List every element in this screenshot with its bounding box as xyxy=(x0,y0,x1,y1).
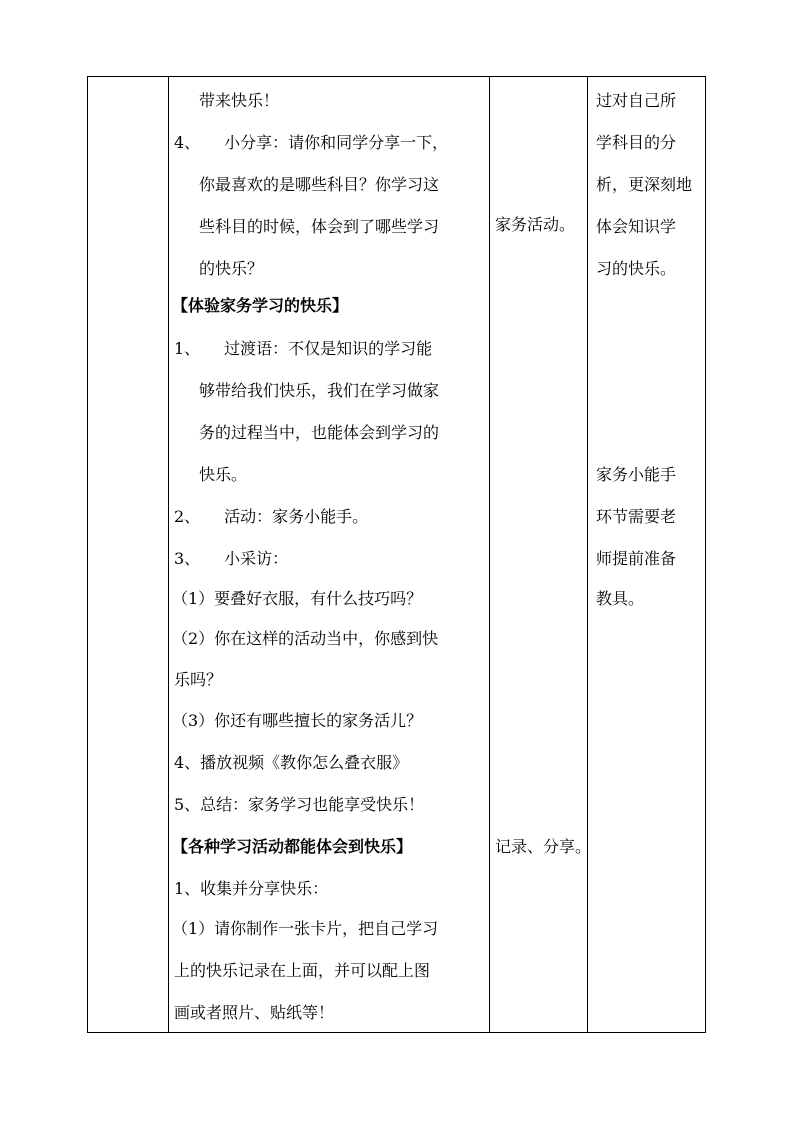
content-line: 够带给我们快乐，我们在学习做家 xyxy=(199,381,440,400)
content-line: 1、 过渡语：不仅是知识的学习能 xyxy=(174,339,433,358)
content-line: 4、播放视频《教你怎么叠衣服》 xyxy=(174,753,409,772)
design-note-line: 家务小能手 xyxy=(596,465,677,484)
design-note-line: 习的快乐。 xyxy=(596,259,677,278)
design-note-line: 师提前准备 xyxy=(596,549,677,568)
empty-first-column xyxy=(88,77,168,1032)
design-note-line: 体会知识学 xyxy=(596,217,677,236)
section-heading: 【体验家务学习的快乐】 xyxy=(172,296,349,315)
section-heading: 【各种学习活动都能体会到快乐】 xyxy=(172,837,413,856)
content-line: 1、收集并分享快乐： xyxy=(174,879,329,898)
design-note-line: 过对自己所 xyxy=(596,91,677,110)
content-line: 些科目的时候，体会到了哪些学习 xyxy=(199,217,440,236)
design-note-line: 析，更深刻地 xyxy=(596,175,693,194)
content-line: 乐吗？ xyxy=(174,670,223,689)
content-line: 快乐。 xyxy=(199,465,248,484)
design-note-line: 教具。 xyxy=(596,589,645,608)
design-intent-column xyxy=(588,77,706,1032)
student-activity-column xyxy=(490,77,592,1032)
content-line: （1）要叠好衣服，有什么技巧吗？ xyxy=(172,589,423,608)
content-line: （3）你还有哪些擅长的家务活儿？ xyxy=(172,711,423,730)
content-line: 5、总结：家务学习也能享受快乐！ xyxy=(174,795,425,814)
content-line: 3、 小采访： xyxy=(174,549,289,568)
content-line: 你最喜欢的是哪些科目？你学习这 xyxy=(199,175,440,194)
student-activity-text: 记录、分享。 xyxy=(495,837,592,856)
design-note-line: 学科目的分 xyxy=(596,133,677,152)
content-line: 的快乐？ xyxy=(199,259,264,278)
content-line: 2、 活动：家务小能手。 xyxy=(174,507,369,526)
teaching-content-column xyxy=(169,77,489,1032)
design-note-line: 环节需要老 xyxy=(596,507,677,526)
content-line: 带来快乐！ xyxy=(199,91,280,110)
content-line: （2）你在这样的活动当中，你感到快 xyxy=(172,629,439,648)
content-line: 务的过程当中，也能体会到学习的 xyxy=(199,423,440,442)
content-line: 上的快乐记录在上面，并可以配上图 xyxy=(174,961,431,980)
content-line: 画或者照片、贴纸等！ xyxy=(174,1003,335,1022)
content-line: 4、 小分享：请你和同学分享一下， xyxy=(174,133,449,152)
lesson-plan-table xyxy=(87,76,706,1033)
content-line: （1）请你制作一张卡片，把自己学习 xyxy=(172,919,439,938)
student-activity-text: 家务活动。 xyxy=(495,215,576,234)
